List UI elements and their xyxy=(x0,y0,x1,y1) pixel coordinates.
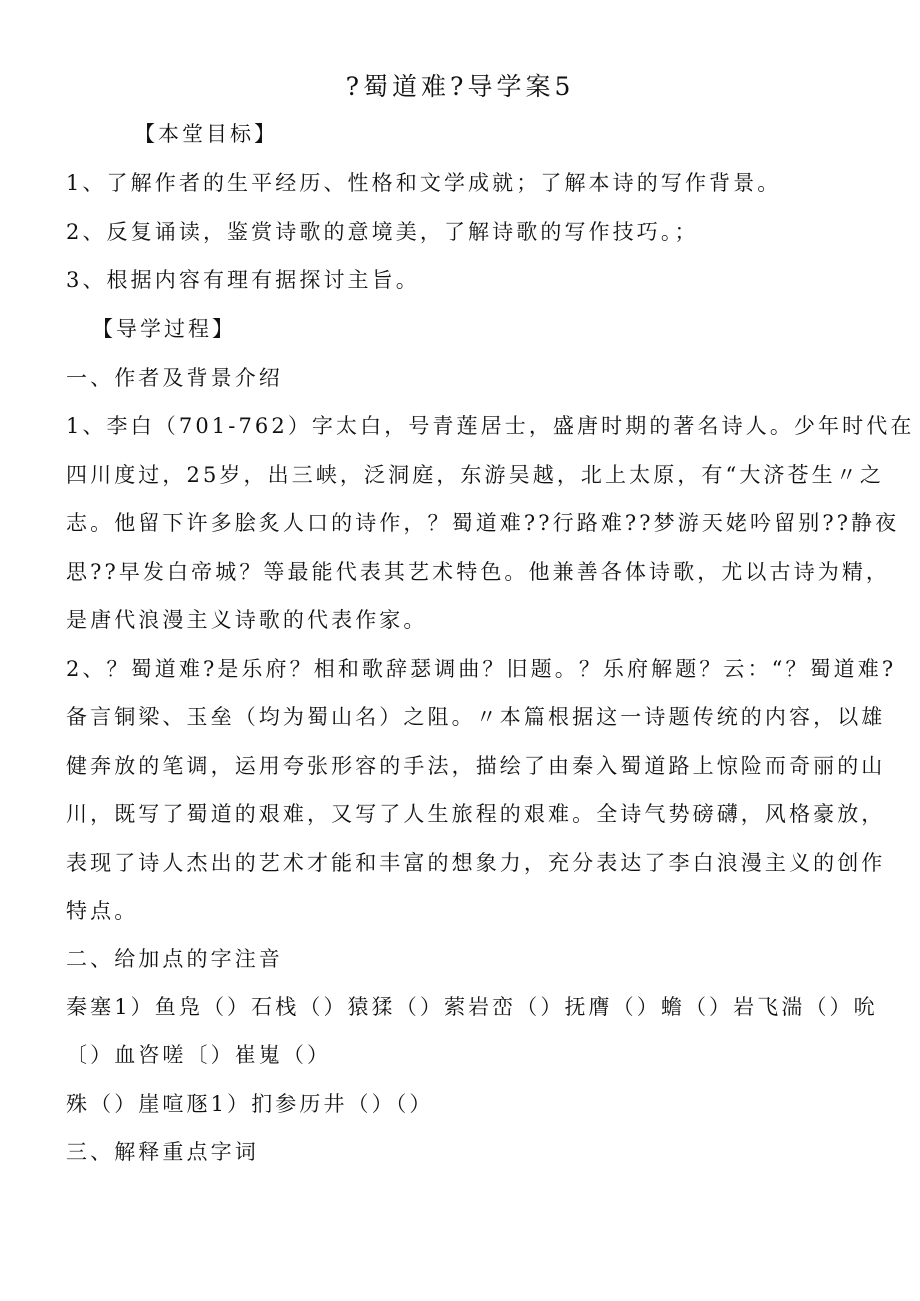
author-intro-line-4: 思??早发白帝城？等最能代表其艺术特色。他兼善各体诗歌，尤以古诗为精， xyxy=(66,560,891,584)
author-intro-line-1: 1、李白（701-762）字太白，号青莲居士，盛唐时期的著名诗人。少年时代在 xyxy=(66,414,915,438)
background-line-3: 健奔放的笔调，运用夸张形容的手法，描绘了由秦入蜀道路上惊险而奇丽的山 xyxy=(66,754,886,778)
objective-item-2: 2、反复诵读，鉴赏诗歌的意境美，了解诗歌的写作技巧。； xyxy=(66,220,699,244)
section-3-title: 三、解释重点字词 xyxy=(66,1140,259,1164)
objective-item-1: 1、了解作者的生平经历、性格和文学成就；了解本诗的写作背景。 xyxy=(66,171,782,195)
background-line-2: 备言铜梁、玉垒（均为蜀山名）之阻。〃本篇根据这一诗题传统的内容，以雄 xyxy=(66,705,886,729)
pinyin-exercise-line-2: 〔）血咨嗟〔）崔嵬（） xyxy=(66,1043,332,1067)
process-heading: 【导学过程】 xyxy=(92,317,236,341)
section-2-title: 二、给加点的字注音 xyxy=(66,947,283,971)
background-line-5: 表现了诗人杰出的艺术才能和丰富的想象力，充分表达了李白浪漫主义的创作 xyxy=(66,851,886,875)
background-line-1: 2、？蜀道难?是乐府？相和歌辞瑟调曲？旧题。？乐府解题？云：“？蜀道难? xyxy=(66,657,897,681)
objectives-heading: 【本堂目标】 xyxy=(134,122,278,146)
document-title: ?蜀道难?导学案5 xyxy=(345,72,575,101)
objective-item-3: 3、根据内容有理有据探讨主旨。 xyxy=(66,268,420,292)
background-line-6: 特点。 xyxy=(66,899,139,923)
author-intro-line-2: 四川度过，25岁，出三峡，泛洞庭，东游吴越，北上太原，有“大济苍生〃之 xyxy=(66,463,884,487)
section-1-title: 一、作者及背景介绍 xyxy=(66,366,283,390)
pinyin-exercise-line-1: 秦塞1）鱼凫（）石栈（）猿猱（）萦岩峦（）抚膺（）蟾（）岩飞湍（）吮 xyxy=(66,995,878,1019)
author-intro-line-3: 志。他留下许多脍炙人口的诗作，？蜀道难??行路难??梦游天姥吟留别??静夜 xyxy=(66,511,900,535)
background-line-4: 川，既写了蜀道的艰难，又写了人生旅程的艰难。全诗气势磅礴，风格豪放， xyxy=(66,802,886,826)
pinyin-exercise-line-3: 殊（）崖喧豗1）扪参历井（）（） xyxy=(66,1092,434,1116)
author-intro-line-5: 是唐代浪漫主义诗歌的代表作家。 xyxy=(66,608,428,632)
